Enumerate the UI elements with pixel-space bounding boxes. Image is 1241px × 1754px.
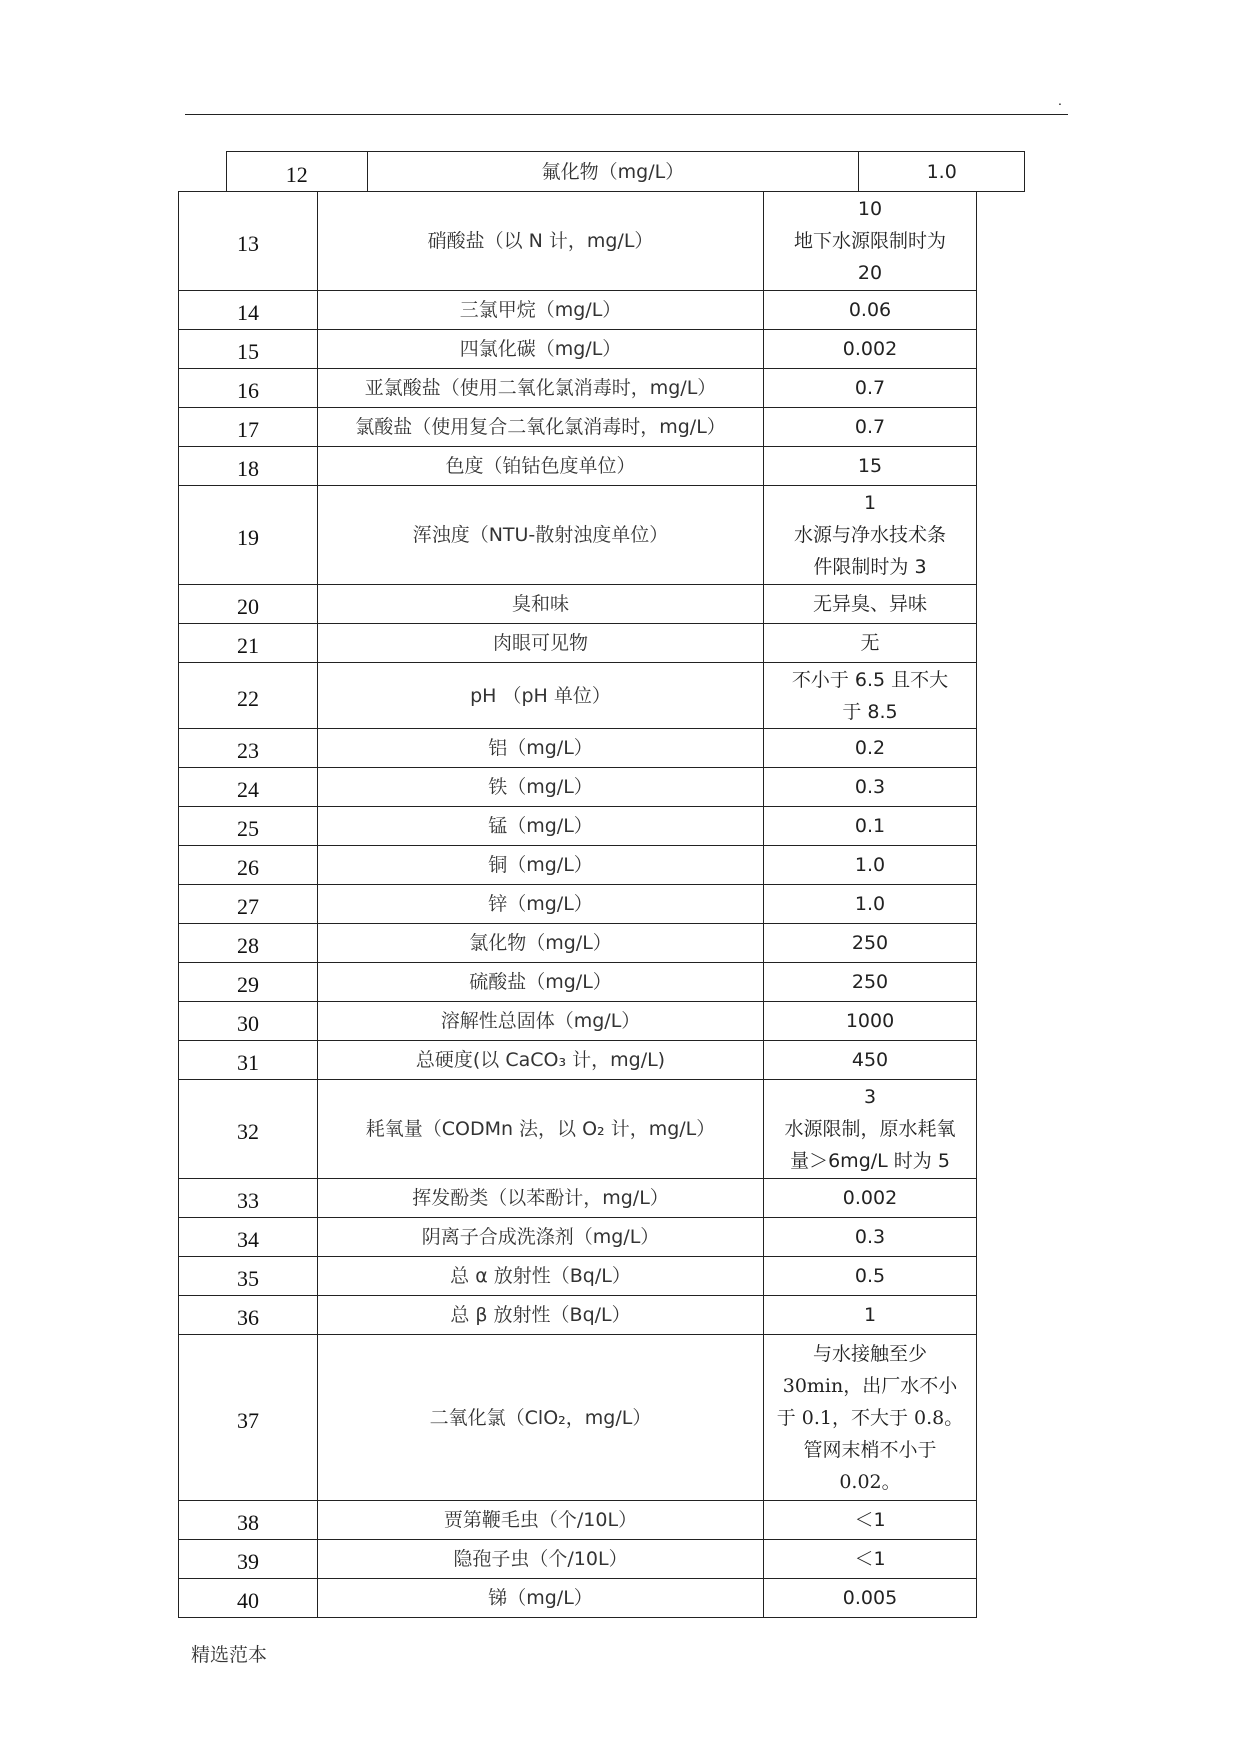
table-row	[179, 924, 977, 963]
limit-value-line: 30min，出厂水不小	[782, 1374, 958, 1397]
limit-value	[764, 1579, 977, 1618]
row-number: 27	[179, 885, 318, 924]
row-number: 26	[179, 846, 318, 885]
table-row	[179, 963, 977, 1002]
indicator-name: 二氧化氯（ClO₂，mg/L）	[318, 1335, 764, 1501]
limit-value-line: 量＞6mg/L 时为 5	[790, 1150, 950, 1172]
indicator-name: 硫酸盐（mg/L）	[318, 963, 764, 1002]
row-number: 13	[179, 192, 318, 291]
limit-value	[764, 192, 977, 291]
row-number: 28	[179, 924, 318, 963]
row-number: 38	[179, 1501, 318, 1540]
limit-value-line: 0.5	[854, 1265, 886, 1287]
row-number: 31	[179, 1041, 318, 1080]
table-row	[179, 1080, 977, 1179]
row-number: 34	[179, 1218, 318, 1257]
limit-value	[764, 408, 977, 447]
limit-value-line: 1000	[845, 1010, 895, 1032]
row-number: 33	[179, 1179, 318, 1218]
limit-value-line: 0.3	[854, 1226, 886, 1248]
limit-value-line: 15	[857, 455, 883, 477]
indicator-name: pH （pH 单位）	[318, 663, 764, 729]
table-row	[179, 585, 977, 624]
table-row	[179, 1335, 977, 1501]
row-number: 14	[179, 291, 318, 330]
limit-value	[764, 768, 977, 807]
table-row	[179, 1179, 977, 1218]
indicator-name: 隐孢子虫（个/10L）	[318, 1540, 764, 1579]
row-number: 32	[179, 1080, 318, 1179]
row-number: 35	[179, 1257, 318, 1296]
limit-value	[764, 1080, 977, 1179]
limit-value-line: 与水接触至少	[812, 1342, 927, 1365]
row-number: 23	[179, 729, 318, 768]
limit-value-line: 0.1	[854, 815, 886, 837]
row-number: 25	[179, 807, 318, 846]
row-number: 22	[179, 663, 318, 729]
limit-value-line: 0.06	[848, 299, 892, 321]
indicator-name: 氯酸盐（使用复合二氧化氯消毒时，mg/L）	[318, 408, 764, 447]
indicator-name: 肉眼可见物	[318, 624, 764, 663]
limit-value-line: ＜1	[854, 1548, 886, 1570]
indicator-name: 臭和味	[318, 585, 764, 624]
limit-value	[764, 1257, 977, 1296]
table-row	[179, 768, 977, 807]
limit-value-line: 件限制时为 3	[813, 556, 927, 578]
table-row	[179, 192, 977, 291]
limit-value-line: 20	[857, 262, 883, 284]
limit-value	[764, 447, 977, 486]
limit-value	[764, 663, 977, 729]
indicator-name: 挥发酚类（以苯酚计，mg/L）	[318, 1179, 764, 1218]
limit-value-line: 0.2	[854, 737, 886, 759]
limit-value-line: 地下水源限制时为	[793, 230, 946, 252]
limit-value	[764, 963, 977, 1002]
row-number: 12	[227, 152, 368, 192]
indicator-name: 氯化物（mg/L）	[318, 924, 764, 963]
limit-value-line: 无	[860, 632, 880, 654]
limit-value	[764, 1218, 977, 1257]
limit-value	[764, 846, 977, 885]
limit-value-line: 1	[863, 1304, 877, 1326]
limit-value-line: 水源限制，原水耗氧	[784, 1118, 956, 1140]
table-row	[179, 1218, 977, 1257]
table-row	[179, 369, 977, 408]
indicator-name: 氟化物（mg/L）	[367, 152, 859, 192]
indicator-name: 总 β 放射性（Bq/L）	[318, 1296, 764, 1335]
limit-value	[764, 1501, 977, 1540]
row-number: 36	[179, 1296, 318, 1335]
header-rule	[185, 114, 1068, 115]
indicator-name: 阴离子合成洗涤剂（mg/L）	[318, 1218, 764, 1257]
row-number: 16	[179, 369, 318, 408]
indicator-name: 四氯化碳（mg/L）	[318, 330, 764, 369]
limit-value-line: 0.7	[854, 377, 886, 399]
indicator-name: 锑（mg/L）	[318, 1579, 764, 1618]
indicator-name: 硝酸盐（以 N 计，mg/L）	[318, 192, 764, 291]
row-number: 21	[179, 624, 318, 663]
row-number: 18	[179, 447, 318, 486]
row-number: 39	[179, 1540, 318, 1579]
limit-value-line: 0.002	[842, 1187, 898, 1209]
limit-value	[764, 1540, 977, 1579]
table-row	[179, 807, 977, 846]
limit-value	[764, 369, 977, 408]
limit-value-line: 250	[851, 971, 889, 993]
table-row	[179, 408, 977, 447]
table-row	[179, 663, 977, 729]
limit-value	[764, 624, 977, 663]
limit-value-line: 3	[863, 1086, 877, 1108]
first-row-table	[226, 151, 1025, 192]
row-number: 19	[179, 486, 318, 585]
limit-value	[764, 291, 977, 330]
table-row	[179, 1002, 977, 1041]
footer-text: 精选范本	[191, 1644, 268, 1666]
limit-value	[764, 486, 977, 585]
table-row	[227, 152, 1025, 192]
row-number: 24	[179, 768, 318, 807]
limit-value-line: ＜1	[854, 1509, 886, 1531]
limit-value	[764, 885, 977, 924]
row-number: 17	[179, 408, 318, 447]
indicator-name: 溶解性总固体（mg/L）	[318, 1002, 764, 1041]
row-number: 37	[179, 1335, 318, 1501]
limit-value-line: 450	[851, 1049, 889, 1071]
indicator-name: 耗氧量（CODMn 法，以 O₂ 计，mg/L）	[318, 1080, 764, 1179]
limit-value-line: 0.005	[842, 1587, 898, 1609]
indicator-name: 锰（mg/L）	[318, 807, 764, 846]
indicator-name: 总硬度(以 CaCO₃ 计，mg/L)	[318, 1041, 764, 1080]
limit-value	[764, 924, 977, 963]
limit-value-line: 无异臭、异味	[812, 593, 927, 615]
indicator-name: 锌（mg/L）	[318, 885, 764, 924]
limit-value-line: 于 0.1，不大于 0.8。	[776, 1406, 964, 1429]
indicator-name: 色度（铂钴色度单位）	[318, 447, 764, 486]
limit-value: 1.0	[859, 152, 1025, 192]
limit-value-line: 于 8.5	[842, 700, 898, 723]
table-row	[179, 291, 977, 330]
limit-value	[764, 585, 977, 624]
indicator-name: 贾第鞭毛虫（个/10L）	[318, 1501, 764, 1540]
row-number: 15	[179, 330, 318, 369]
limit-value	[764, 1335, 977, 1501]
table-row	[179, 1540, 977, 1579]
row-number: 20	[179, 585, 318, 624]
limit-value	[764, 330, 977, 369]
table-row	[179, 447, 977, 486]
limit-value-line: 不小于 6.5 且不大	[791, 668, 949, 691]
table-row	[179, 1257, 977, 1296]
limit-value-line: 水源与净水技术条	[793, 524, 946, 546]
indicator-name: 亚氯酸盐（使用二氧化氯消毒时，mg/L）	[318, 369, 764, 408]
table-row	[179, 1296, 977, 1335]
table-row	[179, 1041, 977, 1080]
table-row	[179, 846, 977, 885]
limit-value	[764, 1002, 977, 1041]
table-row	[179, 330, 977, 369]
row-number: 29	[179, 963, 318, 1002]
header-dot: .	[1058, 92, 1062, 108]
indicator-name: 铝（mg/L）	[318, 729, 764, 768]
table-row	[179, 885, 977, 924]
table-row	[179, 486, 977, 585]
limit-value-line: 0.002	[842, 338, 898, 360]
limit-value	[764, 807, 977, 846]
indicator-name: 铁（mg/L）	[318, 768, 764, 807]
limit-value	[764, 1296, 977, 1335]
water-quality-table	[178, 191, 977, 1618]
row-number: 30	[179, 1002, 318, 1041]
limit-value-line: 0.02。	[839, 1470, 901, 1493]
limit-value	[764, 1041, 977, 1080]
table-row	[179, 624, 977, 663]
limit-value	[764, 1179, 977, 1218]
row-number: 40	[179, 1579, 318, 1618]
limit-value-line: 1.0	[854, 893, 886, 915]
indicator-name: 三氯甲烷（mg/L）	[318, 291, 764, 330]
limit-value-line: 0.3	[854, 776, 886, 798]
indicator-name: 铜（mg/L）	[318, 846, 764, 885]
limit-value-line: 0.7	[854, 416, 886, 438]
limit-value-line: 10	[857, 198, 883, 220]
limit-value-line: 管网末梢不小于	[803, 1438, 937, 1461]
limit-value-line: 1	[863, 492, 877, 514]
table-row	[179, 729, 977, 768]
limit-value	[764, 729, 977, 768]
limit-value-line: 250	[851, 932, 889, 954]
limit-value-line: 1.0	[854, 854, 886, 876]
indicator-name: 浑浊度（NTU-散射浊度单位）	[318, 486, 764, 585]
indicator-name: 总 α 放射性（Bq/L）	[318, 1257, 764, 1296]
table-row	[179, 1579, 977, 1618]
table-row	[179, 1501, 977, 1540]
